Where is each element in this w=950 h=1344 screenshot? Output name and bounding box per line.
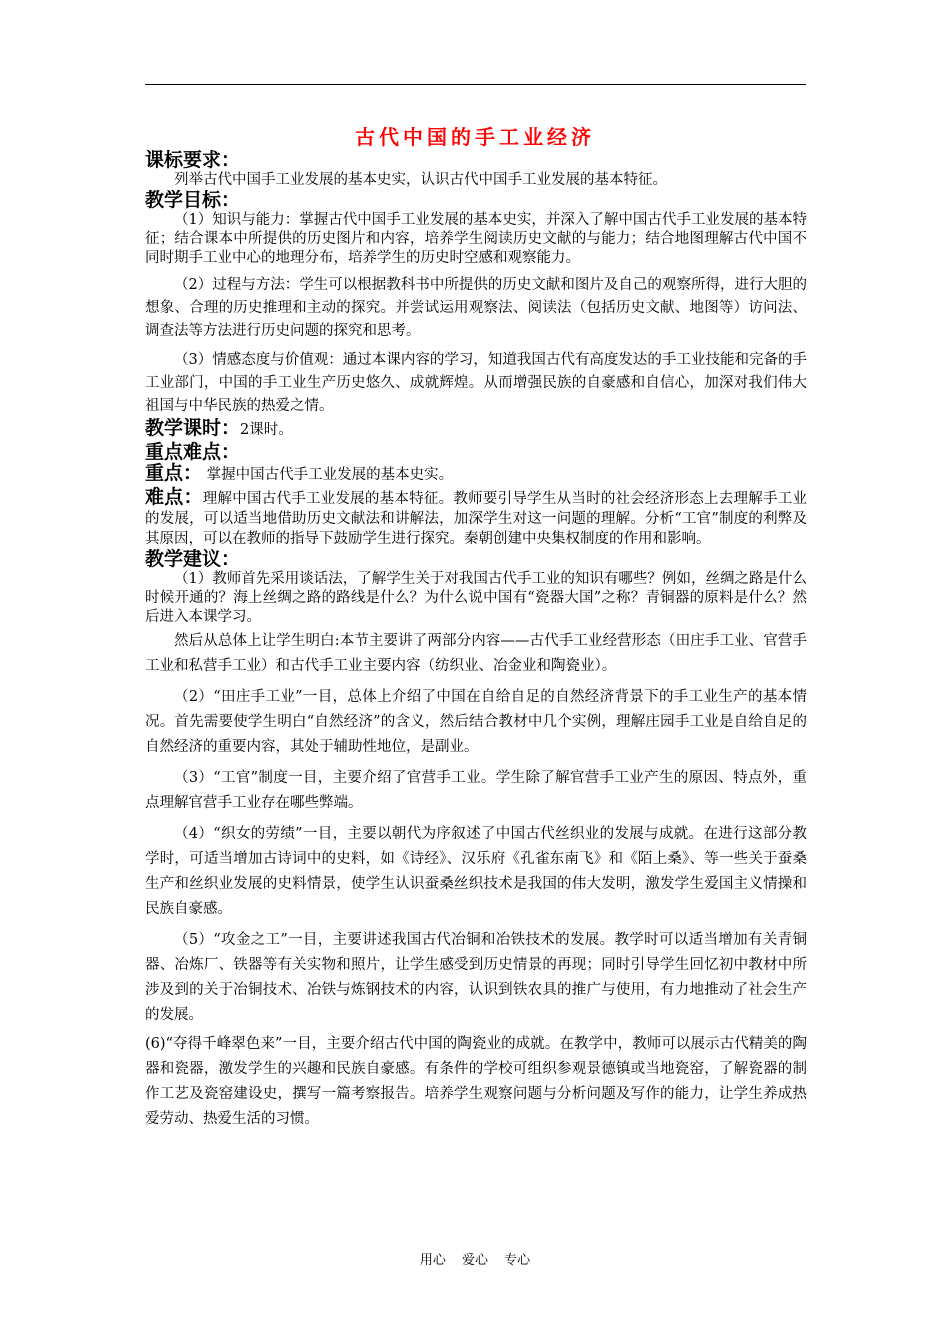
standard-text: 列举古代中国手工业发展的基本史实，认识古代中国手工业发展的基本特征。: [174, 172, 667, 188]
page-title: 古代中国的手工业经济: [355, 125, 595, 149]
standard-heading: 课标要求：: [145, 149, 241, 171]
difficult-row: [145, 487, 807, 549]
suggestion-paragraph: (6)“夺得千峰翠色来”一目，主要介绍古代中国的陶瓷业的成就。在教学中，教师可以展示古代精美的陶器和瓷器，激发学生的兴趣和民族自豪感。有条件的学校可组织参观景德镇或当地瓷窑，了解瓷器的制作工艺及瓷窑建设史，撰写一篇考察报告。培养学生观察问题与分析问题及写作的能力，让学生养成热爱劳动、热爱生活的习惯。: [145, 1036, 807, 1127]
header-rule: [145, 84, 806, 85]
goal-paragraph: （2）过程与方法：学生可以根据教科书中所提供的历史文献和图片及自己的观察所得，进行大胆的想象、合理的历史推理和主动的探究。并尝试运用观察法、阅读法（包括历史文献、地图等）访问法、调查法等方法进行历史问题的探究和思考。: [145, 277, 807, 339]
suggest-heading: 教学建议：: [145, 548, 241, 570]
difficult-text: 理解中国古代手工业发展的基本特征。教师要引导学生从当时的社会经济形态上去理解手工业的发展，可以适当地借助历史文献法和讲解法，加深学生对这一问题的理解。分析“工官”制度的利弊及其原因，可以在教师的指导下鼓励学生进行探究。秦朝创建中央集权制度的作用和影响。: [145, 491, 807, 547]
suggestion-paragraph: （1）教师首先采用谈话法，了解学生关于对我国古代手工业的知识有哪些？例如，丝绸之路是什么时候开通的？海上丝绸之路的路线是什么？为什么说中国有“瓷器大国”之称？青铜器的原料是什么？然后进入本课学习。: [145, 571, 807, 625]
key-point-row: [145, 463, 807, 487]
difficult-label: 难点：: [145, 486, 203, 508]
goals-heading: 教学目标：: [145, 189, 241, 211]
suggestion-paragraph: （3）“工官”制度一目，主要介绍了官营手工业。学生除了解官营手工业产生的原因、特点外，重点理解官营手工业存在哪些弊端。: [145, 770, 807, 811]
goal-paragraph: （3）情感态度与价值观：通过本课内容的学习，知道我国古代有高度发达的手工业技能和完备的手工业部门，中国的手工业生产历史悠久、成就辉煌。从而增强民族的自豪感和自信心，加深对我们伟大祖国与中华民族的热爱之情。: [145, 352, 807, 414]
goal-paragraph: （1）知识与能力：掌握古代中国手工业发展的基本史实，并深入了解中国古代手工业发展的基本特征；结合课本中所提供的历史图片和内容，培养学生阅读历史文献的与能力；结合地图理解古代中国不同时期手工业中心的地理分布，培养学生的历史时空感和观察能力。: [145, 212, 807, 266]
key-heading: 重点难点：: [145, 441, 241, 463]
key-point-text: 掌握中国古代手工业发展的基本史实。: [206, 467, 454, 483]
document-body: [145, 150, 807, 1132]
suggestion-paragraph: （2）“田庄手工业”一目，总体上介绍了中国在自给自足的自然经济背景下的手工业生产的基本情况。首先需要使学生明白“自然经济”的含义，然后结合教材中几个实例，理解庄园手工业是自给自足的自然经济的重要内容，其处于辅助性地位，是副业。: [145, 689, 807, 755]
suggestion-paragraph: 然后从总体上让学生明白:本节主要讲了两部分内容——古代手工业经营形态（田庄手工业、官营手工业和私营手工业）和古代手工业主要内容（纺织业、冶金业和陶瓷业）。: [145, 633, 807, 674]
hours-value: 2课时。: [240, 422, 293, 438]
page-footer: 用心 爱心 专心: [419, 1253, 531, 1268]
suggestion-paragraph: （5）“攻金之工”一目，主要讲述我国古代冶铜和冶铁技术的发展。教学时可以适当增加有关青铜器、冶炼厂、铁器等有关实物和照片，让学生感受到历史情景的再现；同时引导学生回忆初中教材中所涉及到的关于冶铜技术、冶铁与炼钢技术的内容，认识到铁农具的推广与使用，有力地推动了社会生产的发展。: [145, 932, 807, 1023]
hours-row: [145, 418, 807, 442]
hours-heading: 教学课时：: [145, 417, 241, 439]
key-point-label: 重点：: [145, 462, 203, 484]
suggestion-paragraph: （4）“织女的劳绩”一目，主要以朝代为序叙述了中国古代丝织业的发展与成就。在进行这部分教学时，可适当增加古诗词中的史料，如《诗经》、汉乐府《孔雀东南飞》和《陌上桑》、等一些关于蚕桑生产和丝织业发展的史料情景，使学生认识蚕桑丝织技术是我国的伟大发明，激发学生爱国主义情操和民族自豪感。: [145, 826, 807, 917]
